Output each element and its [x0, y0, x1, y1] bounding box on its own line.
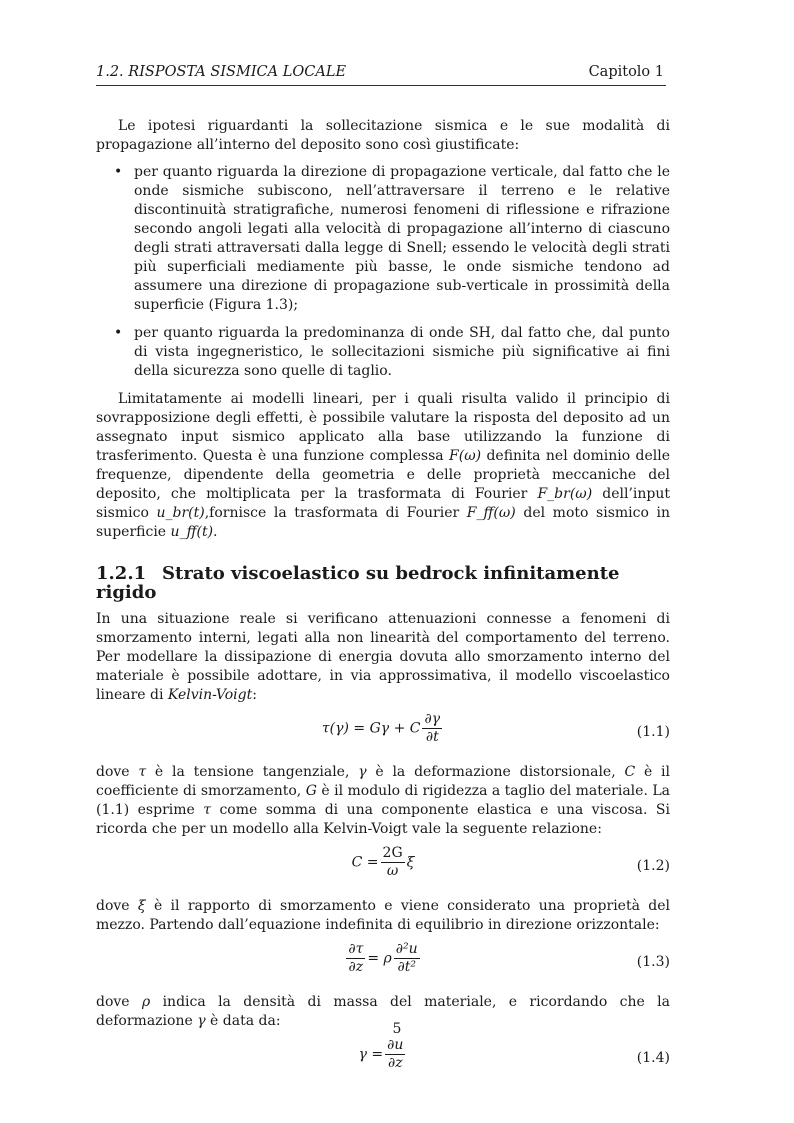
bullet-text: per quanto riguarda la predominanza di onde SH, dal fatto che, dal punto di vista ingegneristico, le sollecitazioni sismiche più significative ai fini della sicurezza sono quelle di taglio.: [134, 325, 670, 379]
equation-1-4: [96, 1037, 670, 1083]
text-run: .: [213, 524, 218, 540]
equation-label: (1.2): [636, 858, 670, 874]
page-number: 5: [392, 1021, 402, 1037]
math-inline: τ: [203, 802, 212, 818]
equation-body: [96, 1037, 670, 1072]
math-inline: ξ: [137, 898, 146, 914]
equation-body: [96, 941, 670, 976]
text-run: è il rapporto di smorzamento e viene considerato una proprietà del mezzo. Partendo dall’equazione indefinita di equilibrio in direzione orizzontale:: [96, 898, 670, 933]
tau-paragraph: [96, 763, 670, 839]
math-inline: F_br(ω): [537, 486, 593, 502]
equation-1-3: [96, 941, 670, 987]
text-run: del moto sismico in superficie: [96, 505, 670, 540]
text-run: In una situazione reale si verificano attenuazioni connesse a fenomeni di smorzamento interni, legati alla non linearità del comportamento del terreno. Per modellare la dissipazione di energia dovuta allo smorzamento interno del materiale è possibile adottare, in via approssimativa, il modello viscoelastico lineare di: [96, 611, 670, 703]
text-run: è la tensione tangenziale,: [146, 764, 359, 780]
text-run: Limitatamente ai modelli lineari, per i quali risulta valido il principio di sovrapposizione degli effetti, è possibile valutare la risposta del deposito ad un assegnato input sismico applicato alla base utilizzando la funzione di trasferimento. Questa è una funzione complessa: [96, 391, 670, 464]
eq-mid: = ρ: [367, 950, 392, 967]
eq-rhs: ξ: [406, 854, 415, 871]
bullet-icon: •: [114, 325, 123, 341]
text-run: :: [252, 687, 257, 703]
fraction: [346, 941, 365, 976]
linear-paragraph: [96, 390, 670, 542]
section-heading: [96, 564, 670, 602]
numerator: ∂τ: [348, 941, 364, 957]
model-name: Kelvin-Voigt: [167, 687, 253, 703]
denominator: ∂z: [387, 1055, 403, 1071]
text-run: dell’input sismico: [96, 486, 671, 521]
math-inline: u_br(t): [156, 505, 205, 521]
text-run: è il coefficiente di smorzamento,: [96, 764, 670, 799]
equation-body: [96, 711, 670, 746]
header-rule: [96, 85, 666, 86]
denominator: ∂z: [348, 959, 364, 975]
text-run: ,fornisce la trasformata di Fourier: [204, 505, 467, 521]
eq-lhs: γ =: [358, 1046, 384, 1063]
numerator: 2G: [382, 845, 403, 861]
equation-1-2: [96, 845, 670, 891]
header-section: 1.2. RISPOSTA SISMICA LOCALE: [96, 64, 347, 80]
equation-label: (1.1): [636, 724, 670, 740]
bullet-icon: •: [114, 164, 123, 180]
xi-paragraph: [96, 897, 670, 935]
math-inline: F(ω): [449, 448, 482, 464]
numerator: ∂u: [387, 1037, 404, 1053]
body-text: [96, 117, 670, 1089]
fraction: [422, 711, 442, 746]
equation-body: [96, 845, 670, 880]
fraction: [385, 1037, 405, 1072]
header-chapter: Capitolo 1: [588, 64, 664, 80]
viscoelastic-paragraph: [96, 610, 670, 705]
math-inline: τ: [138, 764, 147, 780]
equation-label: (1.4): [636, 1050, 670, 1066]
text-run: dove: [96, 994, 142, 1010]
equation-1-1: [96, 711, 670, 757]
text-run: definita nel dominio delle frequenze, dipendente della geometria e delle proprietà meccaniche del deposito, che moltiplicata per la trasformata di Fourier: [96, 448, 670, 502]
denominator: ∂t²: [397, 959, 416, 975]
equation-label: (1.3): [636, 954, 670, 970]
denominator: ∂t: [425, 729, 439, 745]
text-run: è la deformazione distorsionale,: [366, 764, 625, 780]
list-item: [96, 324, 670, 381]
text-run: è data da:: [205, 1013, 281, 1029]
math-inline: γ: [358, 764, 367, 780]
eq-lhs: C =: [351, 854, 379, 871]
text-run: dove: [96, 764, 139, 780]
math-inline: F_ff(ω): [466, 505, 516, 521]
text-run: indica la densità di massa del materiale, e ricordando che la deformazione: [96, 994, 670, 1029]
fraction: [381, 845, 405, 880]
text-run: come somma di una componente elastica e una viscosa. Si ricorda che per un modello alla Kelvin-Voigt vale la seguente relazione:: [96, 802, 670, 837]
section-title: Strato viscoelastico su bedrock infinitamente rigido: [96, 563, 620, 603]
text-run: è il modulo di rigidezza a taglio del materiale. La (1.1) esprime: [96, 783, 670, 818]
math-inline: u_ff(t): [170, 524, 214, 540]
math-inline: C: [624, 764, 636, 780]
bullet-list: [96, 163, 670, 381]
section-number: 1.2.1: [96, 563, 147, 584]
fraction: [394, 941, 420, 976]
intro-paragraph: Le ipotesi riguardanti la sollecitazione sismica e le sue modalità di propagazione all’interno del deposito sono così giustificate:: [96, 118, 670, 153]
numerator: ∂γ: [424, 711, 441, 727]
math-inline: γ: [197, 1013, 206, 1029]
text-run: dove: [96, 898, 138, 914]
math-inline: ρ: [141, 994, 151, 1010]
numerator: ∂²u: [395, 941, 418, 957]
denominator: ω: [386, 863, 399, 879]
math-inline: G: [305, 783, 317, 799]
list-item: [96, 163, 670, 315]
bullet-text: per quanto riguarda la direzione di propagazione verticale, dal fatto che le onde sismiche subiscono, nell’attraversare il terreno e le relative discontinuità stratigrafiche, numerosi fenomeni di riflessione e rifrazione secondo angoli legati alla velocità di propagazione all’interno di ciascuno degli strati attraversati dalla legge di Snell; essendo le velocità degli strati più superficiali mediamente più basse, le onde sismiche tendono ad assumere una direzione di propagazione sub-verticale in prossimità della superficie (Figura 1.3);: [134, 164, 670, 313]
eq-lhs: τ(γ) = Gγ + C: [321, 720, 421, 737]
